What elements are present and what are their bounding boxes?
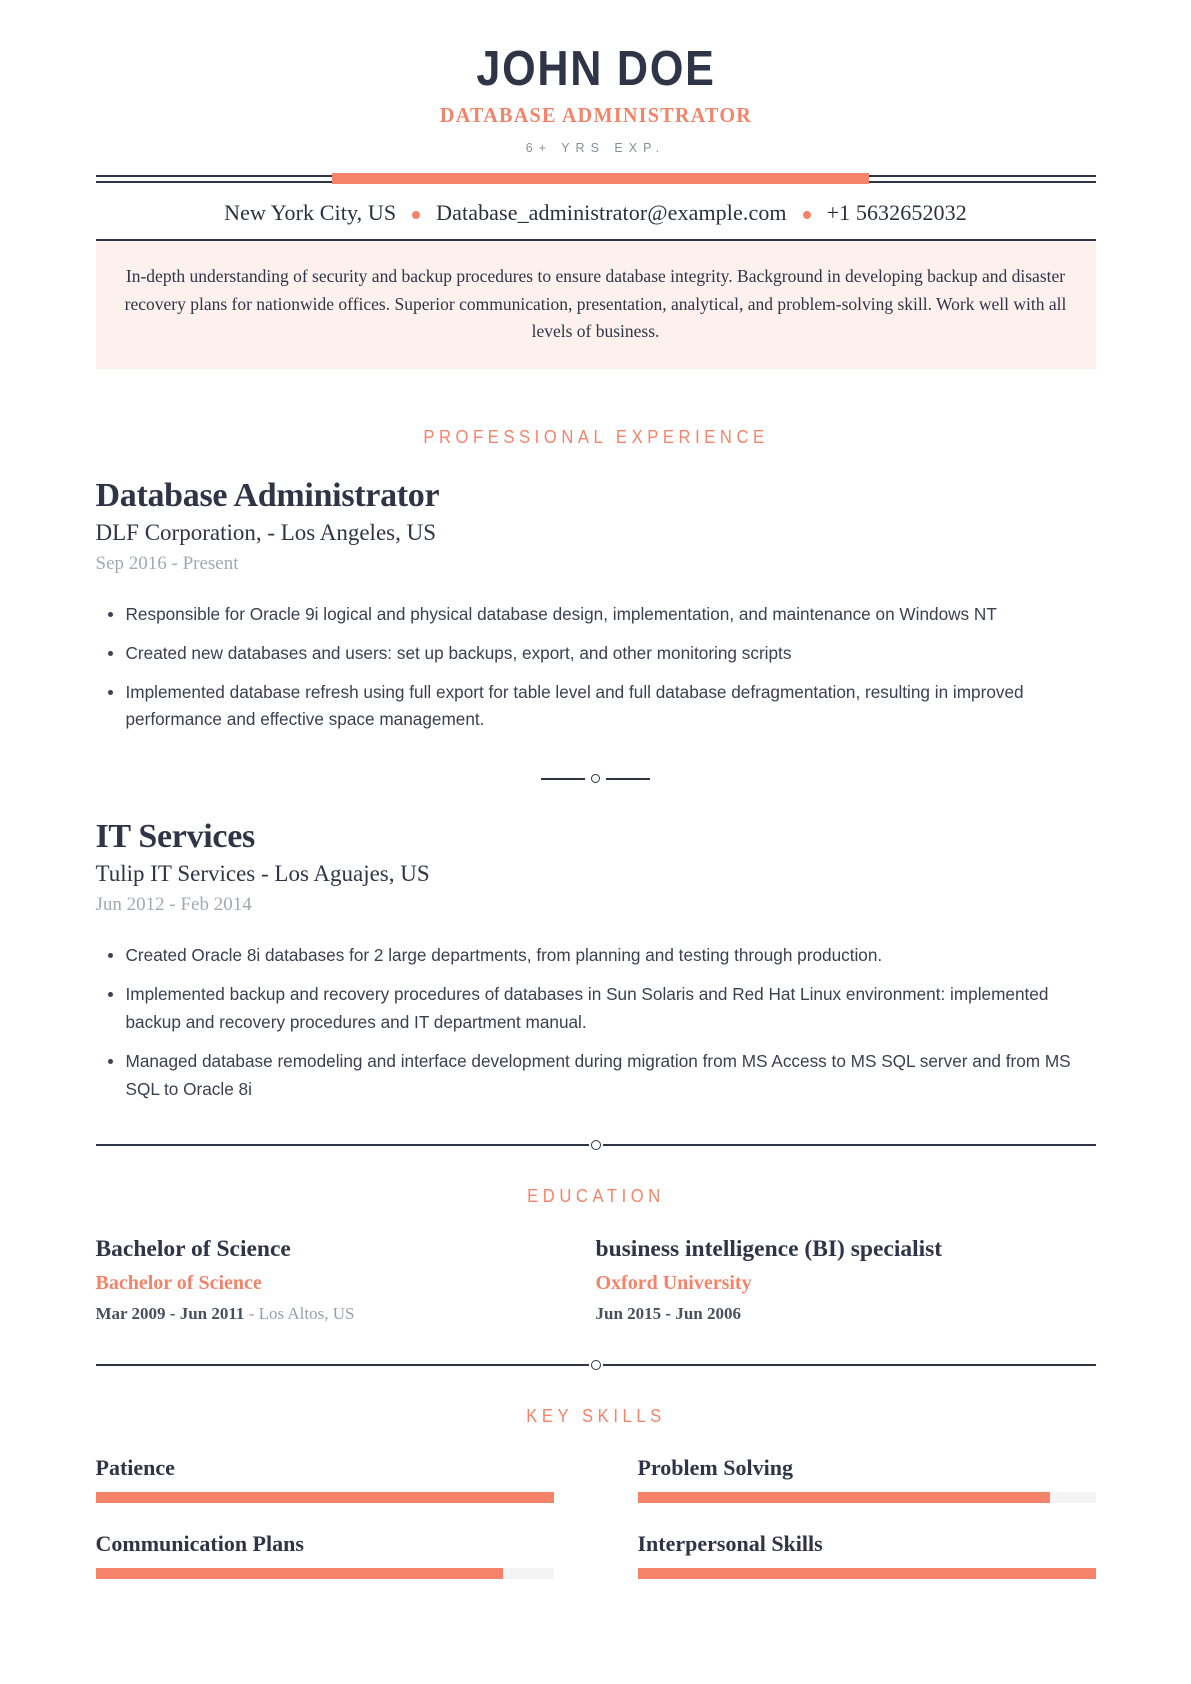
education-degree: Bachelor of Science — [95, 1235, 291, 1262]
skill-progress-fill — [96, 1568, 504, 1579]
ornament-circle-icon — [591, 1140, 601, 1150]
ornament-divider-short — [96, 774, 1096, 783]
education-date-range: Jun 2015 - Jun 2006 — [595, 1303, 741, 1323]
skills-grid — [96, 1455, 1096, 1607]
education-dates — [96, 1304, 596, 1324]
contact-location: New York City, US — [224, 200, 397, 226]
bullet-separator-icon — [803, 211, 811, 219]
list-item: Created new databases and users: set up backups, export, and other monitoring scripts — [96, 640, 1096, 668]
experience-company: Tulip IT Services - Los Aguajes, US — [95, 861, 430, 887]
list-item: Implemented backup and recovery procedures of databases in Sun Solaris and Red Hat Linux environment: implemented backup and recovery procedures and IT department manual. — [96, 981, 1096, 1037]
skill-label: Problem Solving — [637, 1454, 793, 1480]
list-item: Implemented database refresh using full export for table level and full database defragmentation, resulting in improved performance and effective space management. — [96, 679, 1096, 735]
skill-item — [596, 1455, 1096, 1503]
ornament-circle-icon — [591, 774, 600, 783]
contact-bar — [96, 187, 1096, 241]
education-location: - Los Altos, US — [244, 1303, 355, 1323]
experience-bullet-list — [96, 601, 1096, 734]
contact-email[interactable]: Database_administrator@example.com — [436, 200, 787, 226]
job-title-subheading: DATABASE ADMINISTRATOR — [439, 103, 752, 128]
ornament-line-right — [603, 1364, 1096, 1366]
education-school: Bachelor of Science — [95, 1271, 262, 1294]
page-title: JOHN DOE — [475, 42, 716, 96]
ornament-line-left — [541, 778, 585, 780]
ornament-line-right — [603, 1144, 1096, 1146]
experience-entry — [96, 817, 1096, 1103]
bullet-separator-icon — [412, 211, 420, 219]
experience-company: DLF Corporation, - Los Angeles, US — [95, 519, 437, 545]
skill-progress-fill — [96, 1492, 554, 1503]
skill-progress-track — [638, 1568, 1096, 1579]
section-heading-experience: PROFESSIONAL EXPERIENCE — [422, 426, 769, 447]
skill-progress-fill — [638, 1492, 1050, 1503]
ornament-circle-icon — [591, 1360, 601, 1370]
education-date-range: Mar 2009 - Jun 2011 — [95, 1303, 245, 1323]
experience-entry — [96, 476, 1096, 735]
years-experience-label: 6+ YRS EXP. — [525, 141, 666, 156]
ornament-divider-skills — [96, 1360, 1096, 1370]
ornament-line-left — [96, 1144, 589, 1146]
section-heading-skills: KEY SKILLS — [525, 1405, 666, 1426]
ornament-line-right — [606, 778, 650, 780]
ornament-divider-education — [96, 1140, 1096, 1150]
education-school: Oxford University — [595, 1271, 752, 1294]
ornament-line-left — [96, 1364, 589, 1366]
education-entry — [96, 1235, 596, 1324]
experience-job-title: Database Administrator — [95, 476, 440, 514]
education-degree: business intelligence (BI) specialist — [595, 1235, 943, 1262]
skill-item — [96, 1455, 596, 1503]
education-grid — [96, 1235, 1096, 1324]
list-item: Responsible for Oracle 9i logical and physical database design, implementation, and maintenance on Windows NT — [96, 601, 1096, 629]
education-dates — [596, 1304, 1096, 1324]
skill-item — [596, 1531, 1096, 1579]
skill-label: Patience — [95, 1454, 175, 1480]
contact-phone[interactable]: +1 5632652032 — [826, 200, 967, 226]
skill-label: Communication Plans — [95, 1530, 304, 1556]
list-item: Created Oracle 8i databases for 2 large departments, from planning and testing through production. — [96, 942, 1096, 970]
professional-summary: In-depth understanding of security and backup procedures to ensure database integrity. Background in developing backup and disaster recovery plans for nationwide offices. Superior communication, presentation, analytical, and problem-solving skill. Work well with all levels of business. — [96, 241, 1096, 368]
skill-progress-track — [96, 1492, 554, 1503]
skill-progress-track — [638, 1492, 1096, 1503]
header-rule — [96, 173, 1096, 187]
skill-progress-fill — [638, 1568, 1096, 1579]
header-rule-accent-bar — [332, 173, 869, 184]
skill-progress-track — [96, 1568, 554, 1579]
section-heading-education: EDUCATION — [526, 1185, 665, 1206]
experience-dates: Jun 2012 - Feb 2014 — [95, 894, 252, 916]
experience-bullet-list — [96, 942, 1096, 1103]
list-item: Managed database remodeling and interface development during migration from MS Access to MS SQL server and from MS SQL to Oracle 8i — [96, 1048, 1096, 1104]
experience-job-title: IT Services — [95, 818, 255, 856]
skill-item — [96, 1531, 596, 1579]
education-entry — [596, 1235, 1096, 1324]
experience-dates: Sep 2016 - Present — [95, 552, 239, 574]
skill-label: Interpersonal Skills — [637, 1530, 823, 1556]
